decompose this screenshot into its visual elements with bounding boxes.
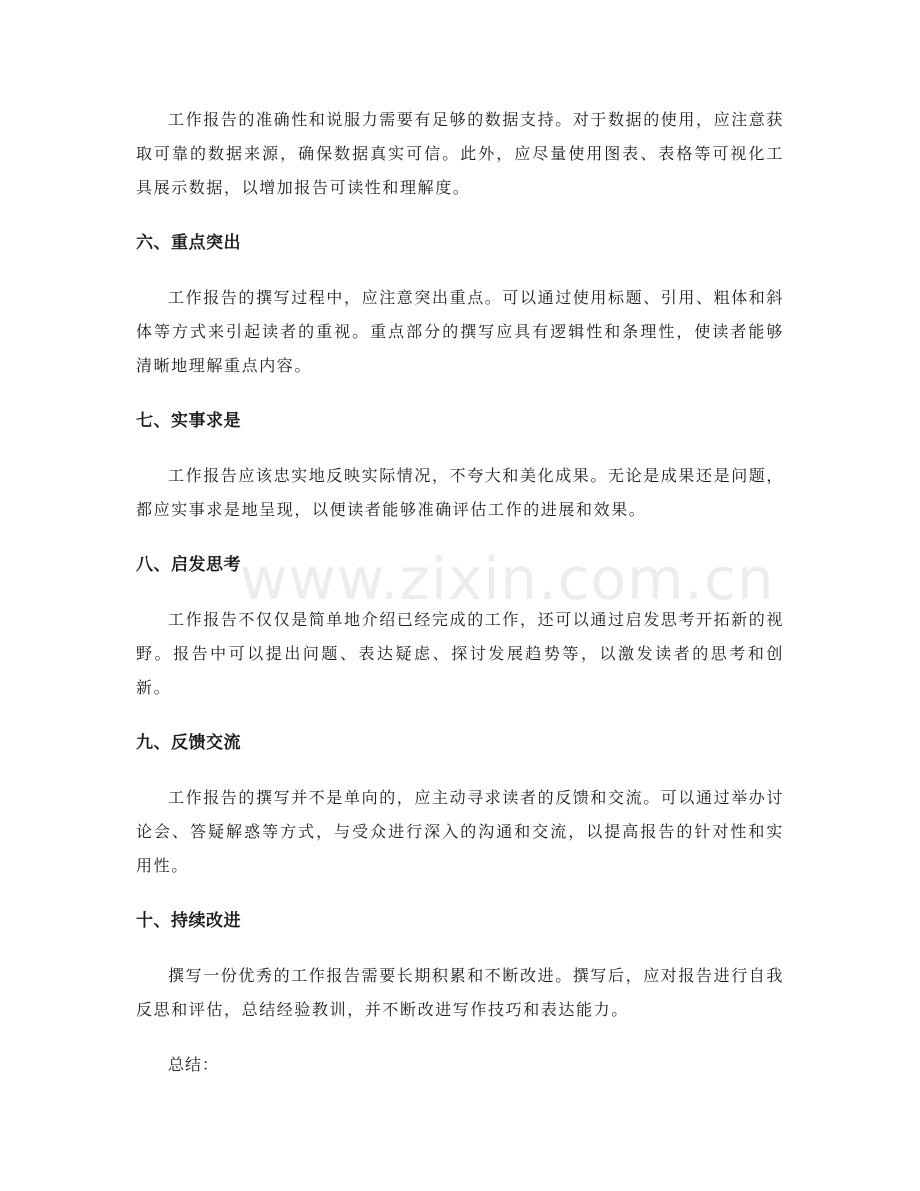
section-heading-8: 八、启发思考: [136, 555, 241, 575]
section-heading-10: 十、持续改进: [136, 911, 241, 931]
section-body-8: 工作报告不仅仅是简单地介绍已经完成的工作，还可以通过启发思考开拓新的视野。报告中可以提出问题、表达疑虑、探讨发展趋势等，以激发读者的思考和创新。: [136, 610, 785, 697]
section-heading-7: 七、实事求是: [136, 411, 241, 431]
intro-paragraph: 工作报告的准确性和说服力需要有足够的数据支持。对于数据的使用，应注意获取可靠的数据来源，确保数据真实可信。此外，应尽量使用图表、表格等可视化工具展示数据，以增加报告可读性和理解度。: [136, 110, 785, 197]
document-content: [136, 103, 784, 1082]
section-body-9: 工作报告的撰写并不是单向的，应主动寻求读者的反馈和交流。可以通过举办讨论会、答疑解惑等方式，与受众进行深入的沟通和交流，以提高报告的针对性和实用性。: [136, 788, 785, 875]
watermark: www.zixin.com.cn: [240, 545, 775, 613]
summary-label: 总结：: [168, 1055, 220, 1074]
section-heading-6: 六、重点突出: [136, 233, 241, 253]
section-heading-9: 九、反馈交流: [136, 733, 241, 753]
section-body-10: 撰写一份优秀的工作报告需要长期积累和不断改进。撰写后，应对报告进行自我反思和评估，总结经验教训，并不断改进写作技巧和表达能力。: [136, 966, 785, 1019]
section-body-7: 工作报告应该忠实地反映实际情况，不夸大和美化成果。无论是成果还是问题，都应实事求是地呈现，以便读者能够准确评估工作的进展和效果。: [136, 466, 785, 519]
section-body-6: 工作报告的撰写过程中，应注意突出重点。可以通过使用标题、引用、粗体和斜体等方式来引起读者的重视。重点部分的撰写应具有逻辑性和条理性，使读者能够清晰地理解重点内容。: [136, 288, 785, 375]
